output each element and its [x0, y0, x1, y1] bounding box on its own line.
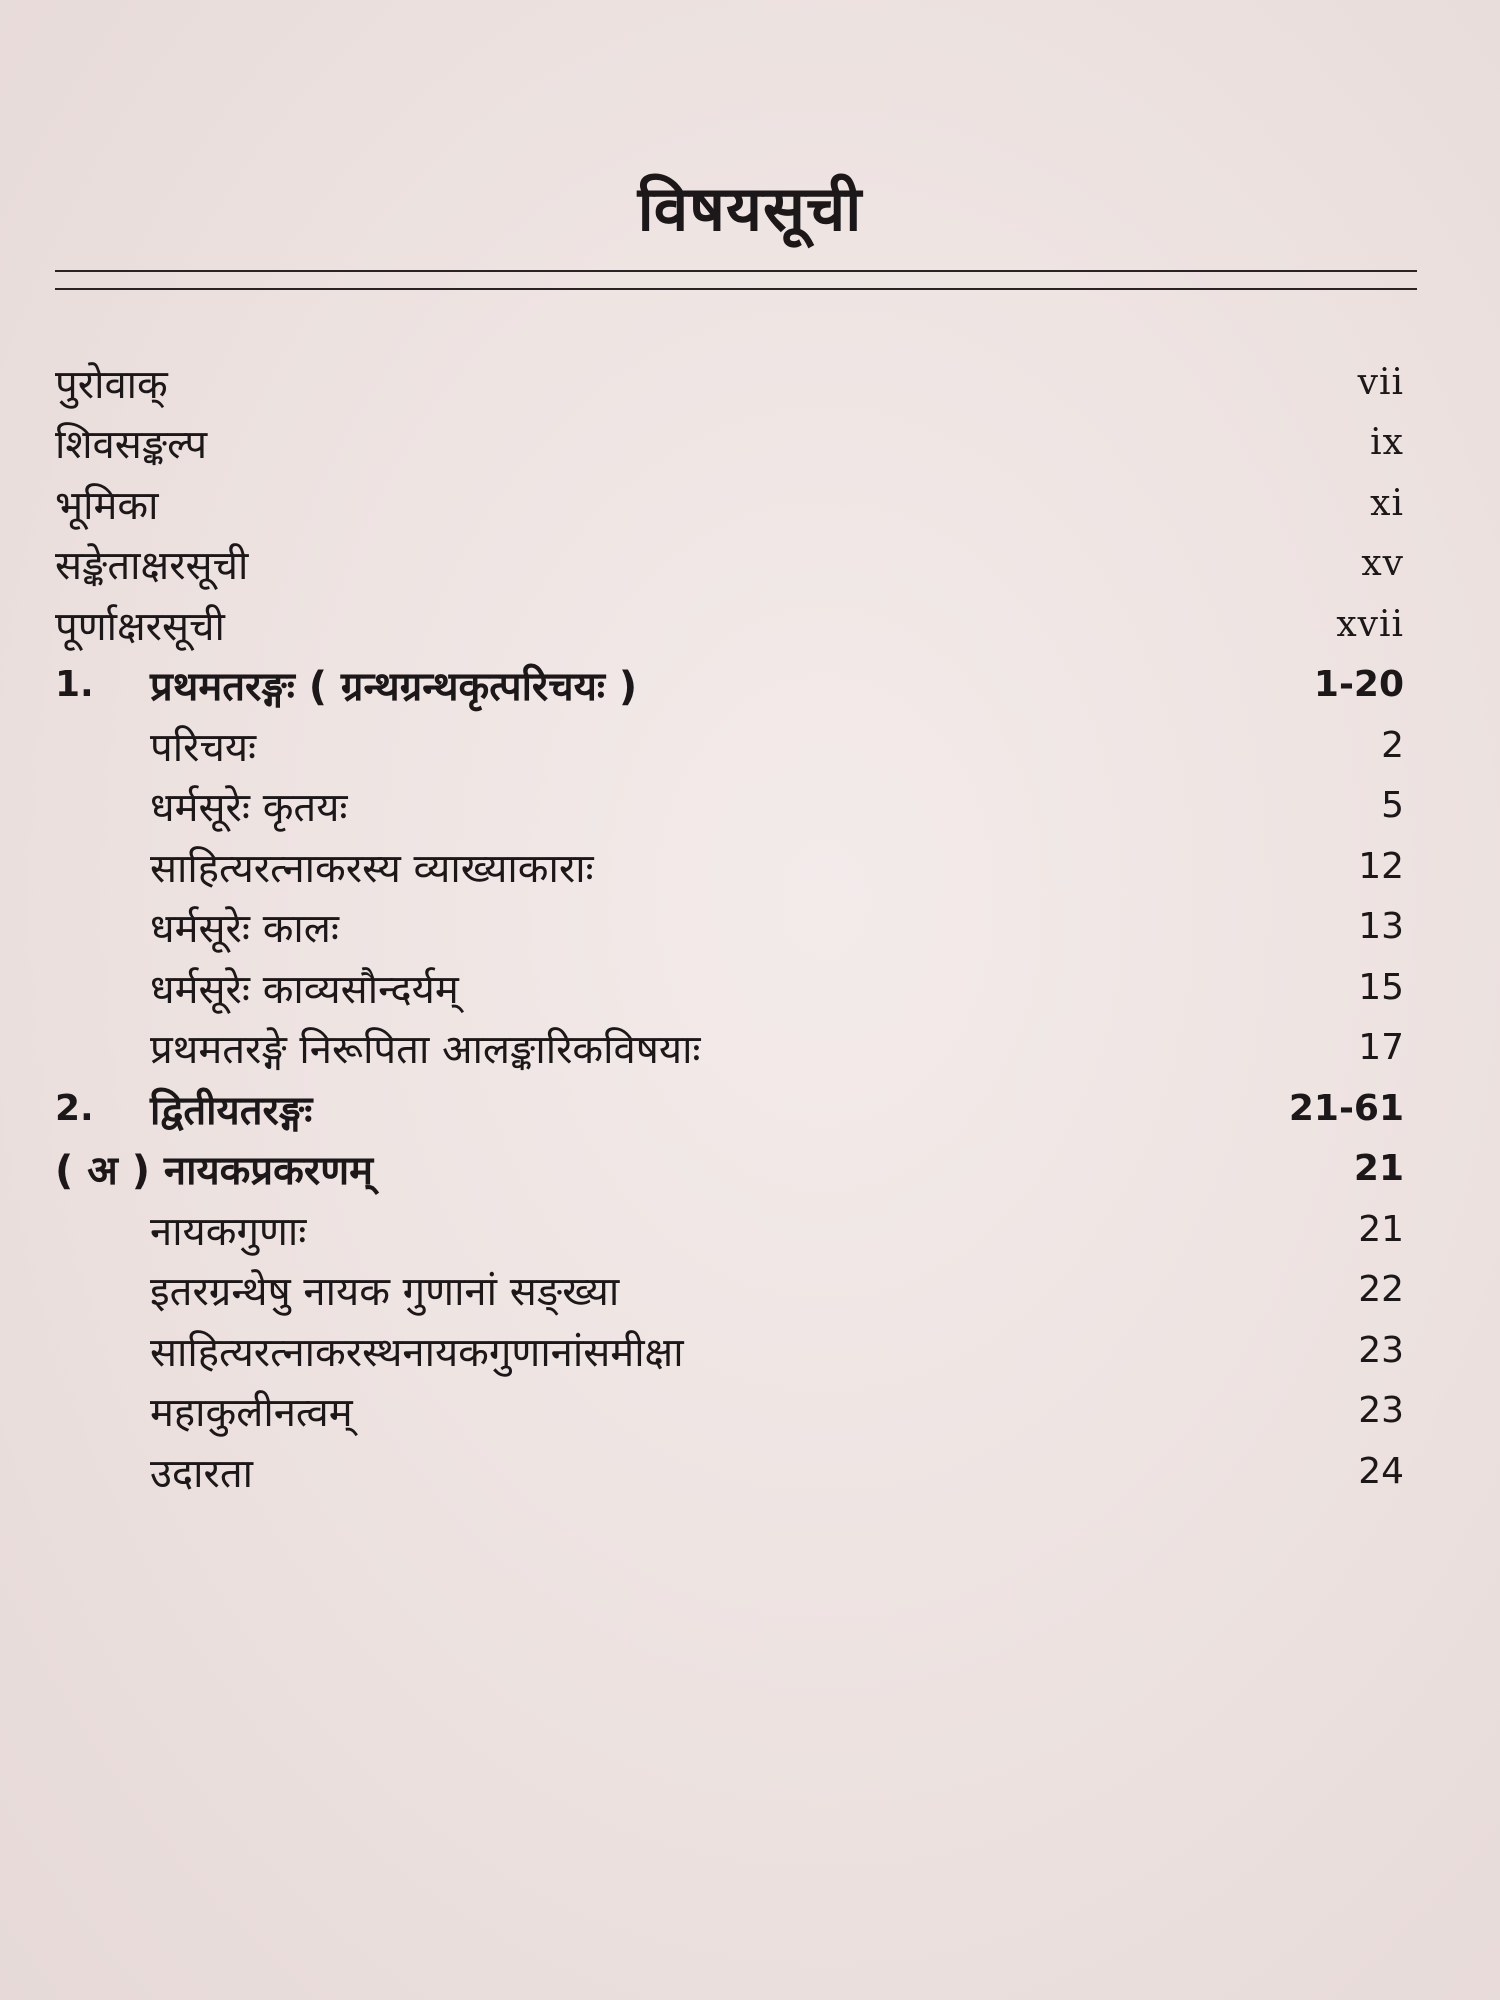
- toc-entry-page: 17: [1358, 1027, 1404, 1068]
- toc-entry-label: पुरोवाक्: [55, 361, 168, 408]
- toc-entry-page: 22: [1358, 1269, 1404, 1310]
- toc-entry-number: 2.: [55, 1087, 94, 1129]
- title-rule-upper: [55, 270, 1417, 272]
- toc-entry-label: इतरग्रन्थेषु नायक गुणानां सङ्ख्या: [150, 1269, 620, 1315]
- toc-entry-label: द्वितीयतरङ्गः: [150, 1087, 313, 1134]
- toc-entry-page: 12: [1358, 845, 1404, 887]
- toc-entry-page: 23: [1358, 1390, 1404, 1431]
- toc-entry-label: उदारता: [150, 1450, 254, 1497]
- toc-entry-page: vii: [1357, 361, 1404, 403]
- toc-entry-label: धर्मसूरेः कृतयः: [150, 785, 348, 831]
- toc-entry-page: 15: [1358, 966, 1404, 1008]
- toc-entry-page: 5: [1381, 785, 1404, 826]
- toc-entry-page: 2: [1381, 724, 1404, 766]
- toc-entry-page: xv: [1361, 543, 1404, 584]
- toc-entry-page: ix: [1370, 422, 1404, 463]
- toc-entry-label: साहित्यरत्नाकरस्थनायकगुणानांसमीक्षा: [150, 1329, 684, 1376]
- toc-entry-page: xi: [1370, 482, 1404, 524]
- toc-entry-label: साहित्यरत्नाकरस्य व्याख्याकाराः: [150, 845, 594, 892]
- toc-entry: [0, 1433, 1500, 1509]
- toc-entry-label: नायकगुणाः: [150, 1208, 307, 1255]
- toc-entry-page: 13: [1358, 906, 1404, 947]
- toc-entry-label: भूमिका: [55, 482, 159, 529]
- toc-entry-label: प्रथमतरङ्गे निरूपिता आलङ्कारिकविषयाः: [150, 1027, 701, 1073]
- title-rule-lower: [55, 288, 1417, 290]
- toc-entry-page: 21-61: [1288, 1087, 1404, 1129]
- toc-entry-page: 24: [1358, 1450, 1404, 1492]
- toc-entry-label: परिचयः: [150, 724, 257, 771]
- toc-entry-label: धर्मसूरेः कालः: [150, 906, 339, 952]
- toc-entry-page: 21: [1353, 1148, 1404, 1189]
- toc-entry-page: 21: [1358, 1208, 1404, 1250]
- toc-entry-page: 1-20: [1313, 664, 1404, 705]
- toc-entry-label: पूर्णाक्षरसूची: [55, 603, 225, 650]
- toc-entry-page: 23: [1358, 1329, 1404, 1371]
- toc-entry-label: महाकुलीनत्वम्: [150, 1390, 353, 1436]
- toc-entry-label: प्रथमतरङ्गः ( ग्रन्थग्रन्थकृत्परिचयः ): [150, 664, 638, 710]
- toc-entry-label: ( अ ) नायकप्रकरणम्: [55, 1148, 374, 1194]
- toc-entry-label: शिवसङ्कल्प: [55, 422, 208, 468]
- toc-entry-number: 1.: [55, 664, 94, 705]
- page-title: विषयसूची: [637, 172, 863, 245]
- toc-entry-label: सङ्केताक्षरसूची: [55, 543, 249, 589]
- toc-entry-page: xvii: [1336, 603, 1404, 645]
- toc-entry-label: धर्मसूरेः काव्यसौन्दर्यम्: [150, 966, 459, 1013]
